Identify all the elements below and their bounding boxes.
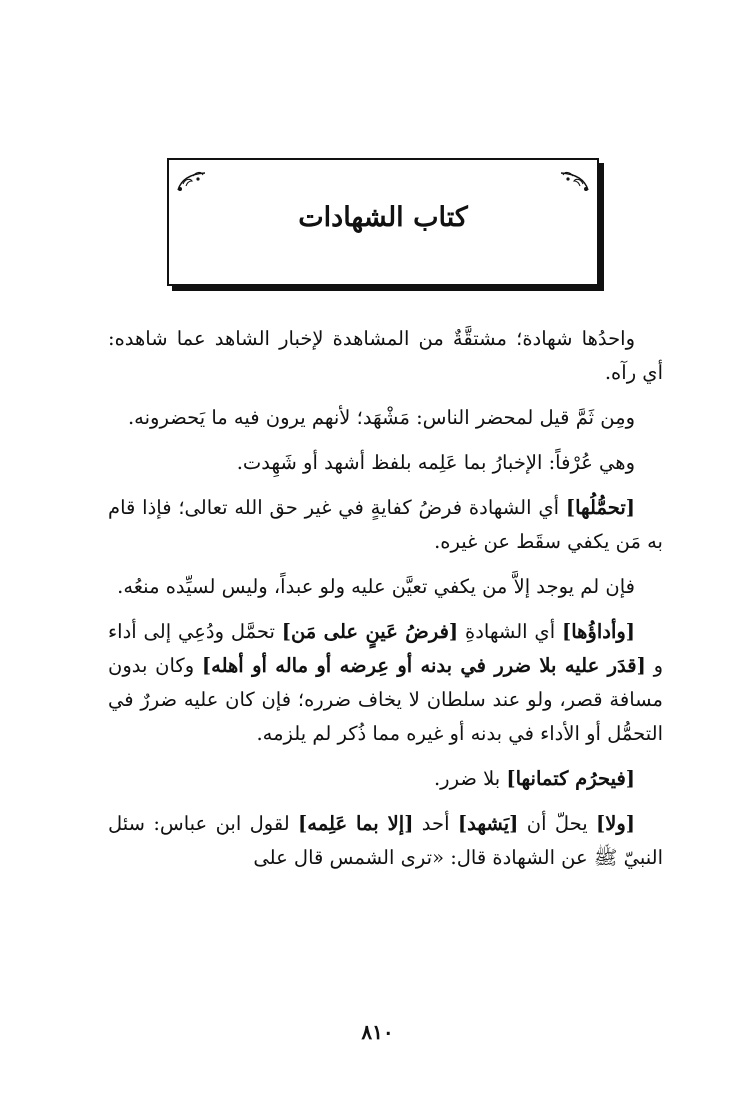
matn-text: [فيحرُم كتمانها]: [506, 767, 635, 790]
paragraph: [108, 807, 663, 875]
commentary-text: أي الشهادة فرضُ كفايةٍ في غير حق الله تعالى؛ فإذا قام به مَن يكفي سقَط عن غيره.: [108, 496, 663, 553]
commentary-text: أي الشهادةِ: [458, 620, 562, 643]
commentary-text: ومِن ثَمَّ قيل لمحضر الناس: مَشْهَد؛ لأنهم يرون فيه ما يَحضرونه.: [127, 406, 635, 429]
body-text: [108, 322, 663, 886]
floral-ornament-icon: [557, 168, 591, 194]
paragraph: [108, 570, 663, 604]
commentary-text: فإن لم يوجد إلاَّ من يكفي تعيَّن عليه ولو عبداً، وليس لسيِّده منعُه.: [117, 575, 635, 598]
paragraph: [108, 401, 663, 435]
matn-text: [إلا بما عَلِمه]: [298, 812, 414, 835]
floral-ornament-icon: [175, 168, 209, 194]
chapter-title-frame: [167, 158, 599, 286]
commentary-text: بلا ضرر.: [433, 767, 507, 790]
paragraph: [108, 322, 663, 390]
paragraph: [108, 446, 663, 480]
chapter-title: كتاب الشهادات: [298, 202, 468, 233]
matn-text: [فرضُ عَينٍ على مَن]: [281, 620, 459, 643]
matn-text: [ولا]: [596, 812, 636, 835]
paragraph: [108, 762, 663, 796]
matn-text: [قدَر عليه بلا ضرر في بدنه أو عِرضه أو ماله أو أهله]: [201, 654, 646, 677]
page-number: ٨١٠: [361, 1020, 394, 1044]
paragraph: [108, 491, 663, 559]
matn-text: [يَشهد]: [457, 812, 519, 835]
commentary-text: وكان بدون مسافة قصر، ولو عند سلطان لا يخاف ضرره؛ فإن كان عليه ضررٌ في التحمُّل أو الأداء في بدنه أو غيره مما ذُكر لم يلزمه.: [108, 654, 663, 745]
commentary-text: لقول ابن عباس: سئل النبيّ ﷺ عن الشهادة قال: «ترى الشمس قال على: [108, 812, 663, 869]
commentary-text: واحدُها شهادة؛ مشتقَّةٌ من المشاهدة لإخبار الشاهد عما شاهده: أي رآه.: [108, 327, 663, 384]
commentary-text: وهي عُرْفاً: الإخبارُ بما عَلِمه بلفظ أشهد أو شَهِدت.: [236, 451, 635, 474]
commentary-text: تحمَّل ودُعِي إلى أداء و: [108, 620, 663, 677]
matn-text: [وأداؤُها]: [561, 620, 635, 643]
commentary-text: أحد: [413, 812, 458, 835]
commentary-text: يحلّ أن: [518, 812, 597, 835]
paragraph: [108, 615, 663, 751]
matn-text: [تحمُّلُها]: [565, 496, 635, 519]
